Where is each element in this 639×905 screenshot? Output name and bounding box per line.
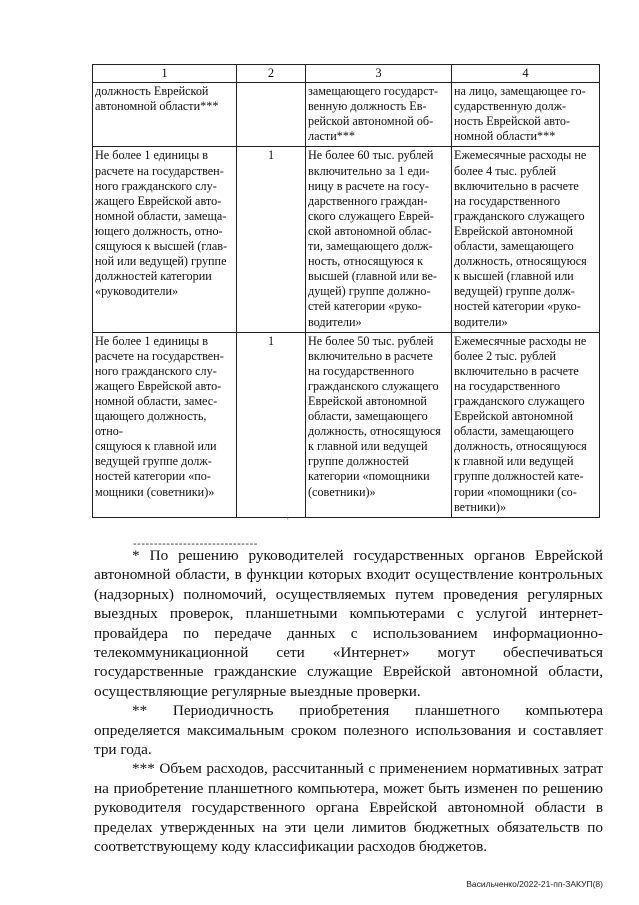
footnote-separator: ------------------------------ [133,538,258,550]
footnote-1: * По решению руководителей государственных органов Еврейской автономной области, в функции которых входит осуществление контрольных (надзорных) полномочий, осуществляемых путем проведения регулярных выездных проверок, планшетными компьютерами с услугой интернет-провайдера по передаче данных с использованием информационно-телекоммуникационной сети «Интернет» могут обеспечиваться государственные гражданские служащие Еврейской автономной области, осуществляющие регулярные выездные проверки. [94,547,603,700]
table-header-row [93,65,600,83]
table-cell-price: Не более 60 тыс. рублей включительно за 1 еди- ницу в расчете на госу- дарственного граждан- ского служащего Еврей- ской автономной облас- ти, замещающего долж- ность, относящуюся к высшей (главной или ве- дущей) группе должно- стей категории «руко- водители» [306,147,452,332]
table-cell-expenses: Ежемесячные расходы не более 4 тыс. рублей включительно в расчете на государственного гражданского служащего Еврейской автономной области, замещающего должность, относящуюся к высшей (главной или ведущей) группе долж- ностей категории «руко- водители» [452,147,600,332]
table-cell-position: Не более 1 единицы в расчете на государствен- ного гражданского слу- жащего Еврейской авто- номной области, замес- щающего должность, отно- сящуюся к главной или ведущей группе долж- ностей категории «по- мощники (советники)» [93,332,237,517]
table-cell-position: должность Еврейской автономной области*** [93,83,237,147]
column-header-2: 2 [237,65,306,83]
column-header-1: 1 [93,65,237,83]
table-cell-quantity: 1 [237,147,306,332]
table-cell-price: Не более 50 тыс. рублей включительно в расчете на государственного гражданского служащего Еврейской автономной области, замещающего должность, относящуюся к главной или ведущей группе должностей категории «помощники (советники)» [306,332,452,517]
table-cell-quantity [237,83,306,147]
stray-mark: ' [287,516,289,526]
footnote-3: *** Объем расходов, рассчитанный с применением нормативных затрат на приобретение планшетного компьютера, может быть изменен по решению руководителя государственного органа Еврейской автономной области в пределах утвержденных на эти цели лимитов бюджетных обязательств по соответствующему коду классификации расходов бюджетов. [94,760,603,856]
table-cell-expenses: Ежемесячные расходы не более 2 тыс. рублей включительно в расчете на государственного гражданского служащего Еврейской автономной области, замещающего должность, относящуюся к главной или ведущей группе должностей кате- гории «помощники (со- ветники)» [452,332,600,517]
table-row [93,332,600,517]
column-header-4: 4 [452,65,600,83]
table-cell-price: замещающего государст- венную должность Ев- рейской автономной об- ласти*** [306,83,452,147]
table-row [93,83,600,147]
column-header-3: 3 [306,65,452,83]
footnote-2: ** Периодичность приобретения планшетного компьютера определяется максимальным сроком полезного использования и составляет три года. [94,702,603,759]
table-cell-quantity: 1 [237,332,306,517]
footnotes [94,546,603,857]
table-cell-position: Не более 1 единицы в расчете на государствен- ного гражданского слу- жащего Еврейской авто- номной области, замеща- ющего должность, отно- сящуюся к высшей (глав- ной или ведущей) группе должностей категории «руководители» [93,147,237,332]
table-cell-expenses: на лицо, замещающее го- сударственную долж- ность Еврейской авто- номной области*** [452,83,600,147]
norms-table [92,64,600,518]
table-row [93,147,600,332]
document-footer-code: Васильченко/2022-21-пп-ЗАКУП(8) [466,879,603,889]
